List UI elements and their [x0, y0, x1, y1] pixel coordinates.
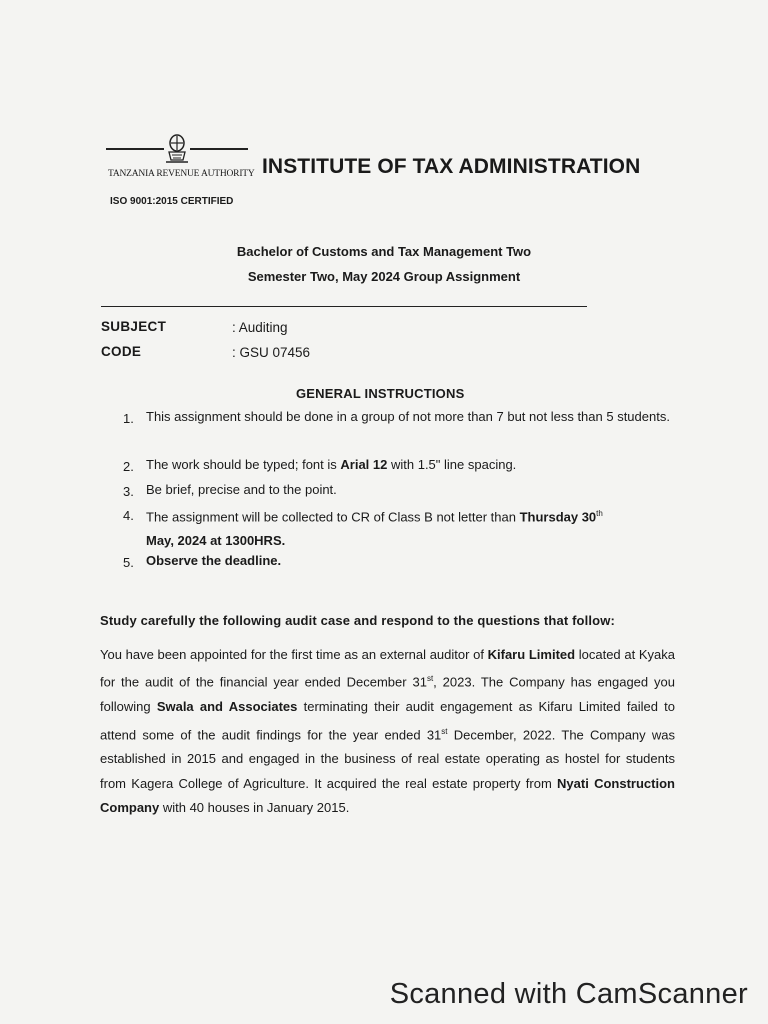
scanner-watermark: Scanned with CamScanner: [389, 978, 748, 1010]
instruction-number: 2.: [123, 459, 134, 474]
semester-title: Semester Two, May 2024 Group Assignment: [247, 269, 521, 284]
instruction-item: This assignment should be done in a group of not more than 7 but not less than 5 students.: [146, 409, 670, 424]
subject-label: SUBJECT: [101, 319, 167, 334]
divider: [101, 306, 587, 307]
code-label: CODE: [101, 344, 142, 359]
subject-value: : Auditing: [232, 320, 288, 335]
case-paragraph: You have been appointed for the first time as an external auditor of Kifaru Limited located at Kyaka for the audit of the financial year ended December 31st, 2023. The Company has engaged you following Swala and Associates terminating their audit engagement as Kifaru Limited failed to attend some of the audit findings for the year ended 31st December, 2022. The Company was established in 2015 and engaged in the business of real estate operating as hostel for students from Kagera College of Agriculture. It acquired the real estate property from Nyati Construction Company with 40 houses in January 2015.: [100, 647, 676, 816]
institute-title: INSTITUTE OF TAX ADMINISTRATION: [262, 155, 641, 178]
instruction-number: 4.: [123, 508, 134, 523]
case-heading: Study carefully the following audit case and respond to the questions that follow:: [100, 613, 616, 628]
code-value: : GSU 07456: [232, 345, 311, 360]
logo-rule-right: [190, 148, 248, 150]
instruction-number: 1.: [123, 411, 134, 426]
instruction-item: Observe the deadline.: [146, 553, 282, 568]
logo-rule-left: [106, 148, 164, 150]
instruction-item: The work should be typed; font is Arial 12 with 1.5" line spacing.: [146, 457, 517, 472]
instruction-number: 3.: [123, 484, 134, 499]
programme-title: Bachelor of Customs and Tax Management Two: [236, 244, 532, 259]
instruction-item: The assignment will be collected to CR of Class B not letter than Thursday 30th May, 2024 at 1300HRS.: [146, 509, 603, 549]
emblem-icon: [163, 133, 191, 167]
instruction-item: Be brief, precise and to the point.: [146, 482, 337, 497]
iso-certification: ISO 9001:2015 CERTIFIED: [110, 196, 234, 207]
authority-name: TANZANIA REVENUE AUTHORITY: [108, 169, 255, 179]
instruction-number: 5.: [123, 555, 134, 570]
instructions-heading: GENERAL INSTRUCTIONS: [296, 386, 465, 401]
